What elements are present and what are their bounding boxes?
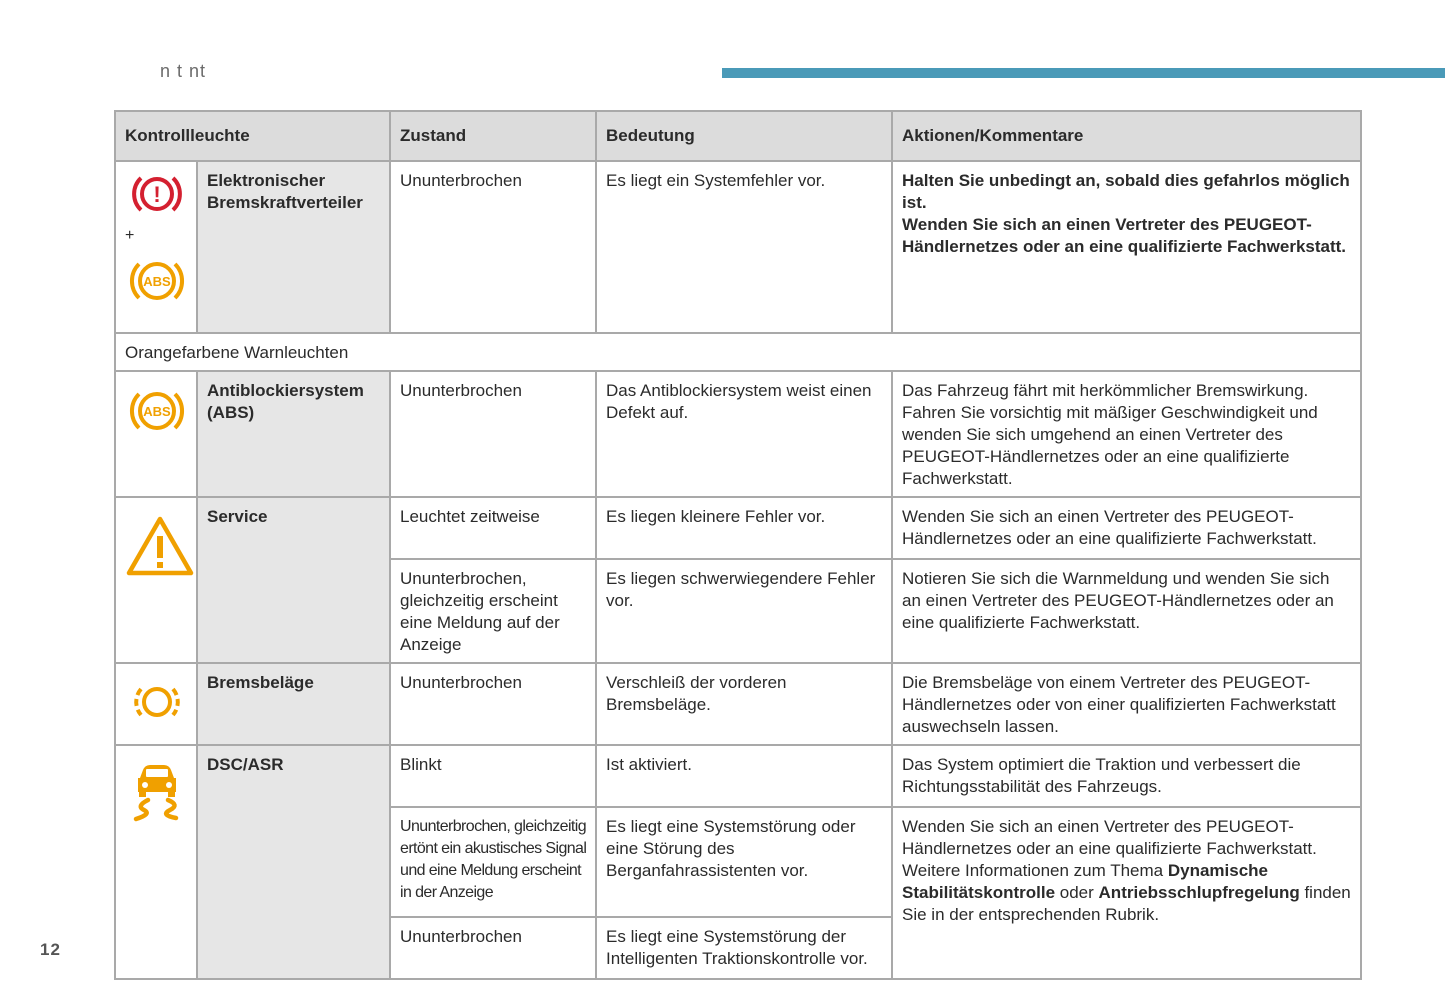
- dsc-icon-cell: [115, 745, 197, 979]
- svg-text:ABS: ABS: [142, 404, 171, 419]
- dsc-state-1: Blinkt: [390, 745, 596, 807]
- skid-car-icon: [130, 762, 184, 822]
- service-action-1: Wenden Sie sich an einen Vertreter des PEUGEOT-Händlernetzes oder an eine qualifizierte Fachwerkstatt.: [892, 497, 1361, 559]
- ebd-icon-cell: [115, 161, 197, 333]
- plus-sign: +: [125, 227, 135, 244]
- dsc-action-2: [892, 807, 1361, 979]
- section-row: [115, 333, 1361, 371]
- dsc-meaning-3: Es liegt eine Systemstörung der Intelligenten Traktionskontrolle vor.: [596, 917, 892, 979]
- table-row-service-1: [115, 497, 1361, 559]
- abs-name: Antiblockiersystem (ABS): [197, 371, 390, 497]
- abs-warning-icon: [127, 256, 187, 306]
- pads-name: Bremsbeläge: [197, 663, 390, 745]
- header-accent-bar: [722, 68, 1445, 78]
- dsc-state-2: Ununterbrochen, gleichzeitig ertönt ein akustisches Signal und eine Meldung erscheint in der Anzeige: [390, 807, 596, 917]
- section-orange-lights: Orangefarbene Warnleuchten: [115, 333, 1361, 371]
- dsc-action-1: Das System optimiert die Traktion und verbessert die Richtungsstabilität des Fahrzeugs.: [892, 745, 1361, 807]
- warning-lights-table: [114, 110, 1362, 980]
- page-number: 12: [40, 940, 61, 959]
- header-actions: Aktionen/Kommentare: [892, 111, 1361, 161]
- svg-text:!: !: [152, 182, 161, 207]
- abs-icon-cell: [115, 371, 197, 497]
- chapter-title: n t nt: [160, 61, 207, 81]
- service-state-1: Leuchtet zeitweise: [390, 497, 596, 559]
- header-indicator: Kontrollleuchte: [115, 111, 390, 161]
- dsc-action-link-stability: Dynamische Stabilitätskontrolle: [902, 861, 1269, 902]
- service-meaning-1: Es liegen kleinere Fehler vor.: [596, 497, 892, 559]
- pads-icon-cell: [115, 663, 197, 745]
- abs-state: Ununterbrochen: [390, 371, 596, 497]
- dsc-action-text-3: finden Sie in der entsprechenden Rubrik.: [902, 883, 1351, 924]
- header-meaning: Bedeutung: [596, 111, 892, 161]
- ebd-action: [892, 161, 1361, 333]
- dsc-action-text-2: oder: [1055, 883, 1099, 902]
- brake-warning-icon: [129, 170, 185, 218]
- abs-action: Das Fahrzeug fährt mit herkömmlicher Bremswirkung. Fahren Sie vorsichtig mit mäßiger Geschwindigkeit und wenden Sie sich umgehend an einen Vertreter des PEUGEOT-Händlernetzes oder an eine qualifizierte Fachwerkstatt.: [892, 371, 1361, 497]
- table-row-abs: [115, 371, 1361, 497]
- dsc-name: DSC/ASR: [197, 745, 390, 979]
- table-row-pads: [115, 663, 1361, 745]
- pads-state: Ununterbrochen: [390, 663, 596, 745]
- ebd-action-line1: Halten Sie unbedingt an, sobald dies gefahrlos möglich ist.: [902, 171, 1350, 212]
- service-meaning-2: Es liegen schwerwiegendere Fehler vor.: [596, 559, 892, 663]
- pads-action: Die Bremsbeläge von einem Vertreter des PEUGEOT-Händlernetzes oder von einer qualifizierten Fachwerkstatt auswechseln lassen.: [892, 663, 1361, 745]
- dsc-meaning-2: Es liegt eine Systemstörung oder eine Störung des Berganfahrassistenten vor.: [596, 807, 892, 917]
- dsc-action-text-1: Wenden Sie sich an einen Vertreter des PEUGEOT-Händlernetzes oder an eine qualifizierte Fachwerkstatt. Weitere Informationen zum Thema: [902, 817, 1317, 880]
- service-name: Service: [197, 497, 390, 663]
- svg-text:ABS: ABS: [142, 274, 171, 289]
- header-state: Zustand: [390, 111, 596, 161]
- abs-icon: [127, 386, 187, 436]
- service-icon-cell: [115, 497, 197, 663]
- pads-meaning: Verschleiß der vorderen Bremsbeläge.: [596, 663, 892, 745]
- service-action-2: Notieren Sie sich die Warnmeldung und wenden Sie sich an einen Vertreter des PEUGEOT-Händlernetzes oder an eine qualifizierte Fachwerkstatt.: [892, 559, 1361, 663]
- abs-meaning: Das Antiblockiersystem weist einen Defekt auf.: [596, 371, 892, 497]
- ebd-state: Ununterbrochen: [390, 161, 596, 333]
- ebd-name: Elektronischer Bremskraftverteiler: [197, 161, 390, 333]
- table-header-row: [115, 111, 1361, 161]
- dsc-state-3: Ununterbrochen: [390, 917, 596, 979]
- brake-pads-icon: [132, 680, 182, 724]
- dsc-meaning-1: Ist aktiviert.: [596, 745, 892, 807]
- warning-triangle-icon: [125, 514, 195, 578]
- service-state-2: Ununterbrochen, gleichzeitig erscheint eine Meldung auf der Anzeige: [390, 559, 596, 663]
- table-row-dsc-1: [115, 745, 1361, 807]
- ebd-meaning: Es liegt ein Systemfehler vor.: [596, 161, 892, 333]
- table-row-ebd: [115, 161, 1361, 333]
- ebd-action-line2: Wenden Sie sich an einen Vertreter des PEUGEOT-Händlernetzes oder an eine qualifizierte Fachwerkstatt.: [902, 215, 1347, 256]
- dsc-action-link-traction: Antriebsschlupfregelung: [1098, 883, 1300, 902]
